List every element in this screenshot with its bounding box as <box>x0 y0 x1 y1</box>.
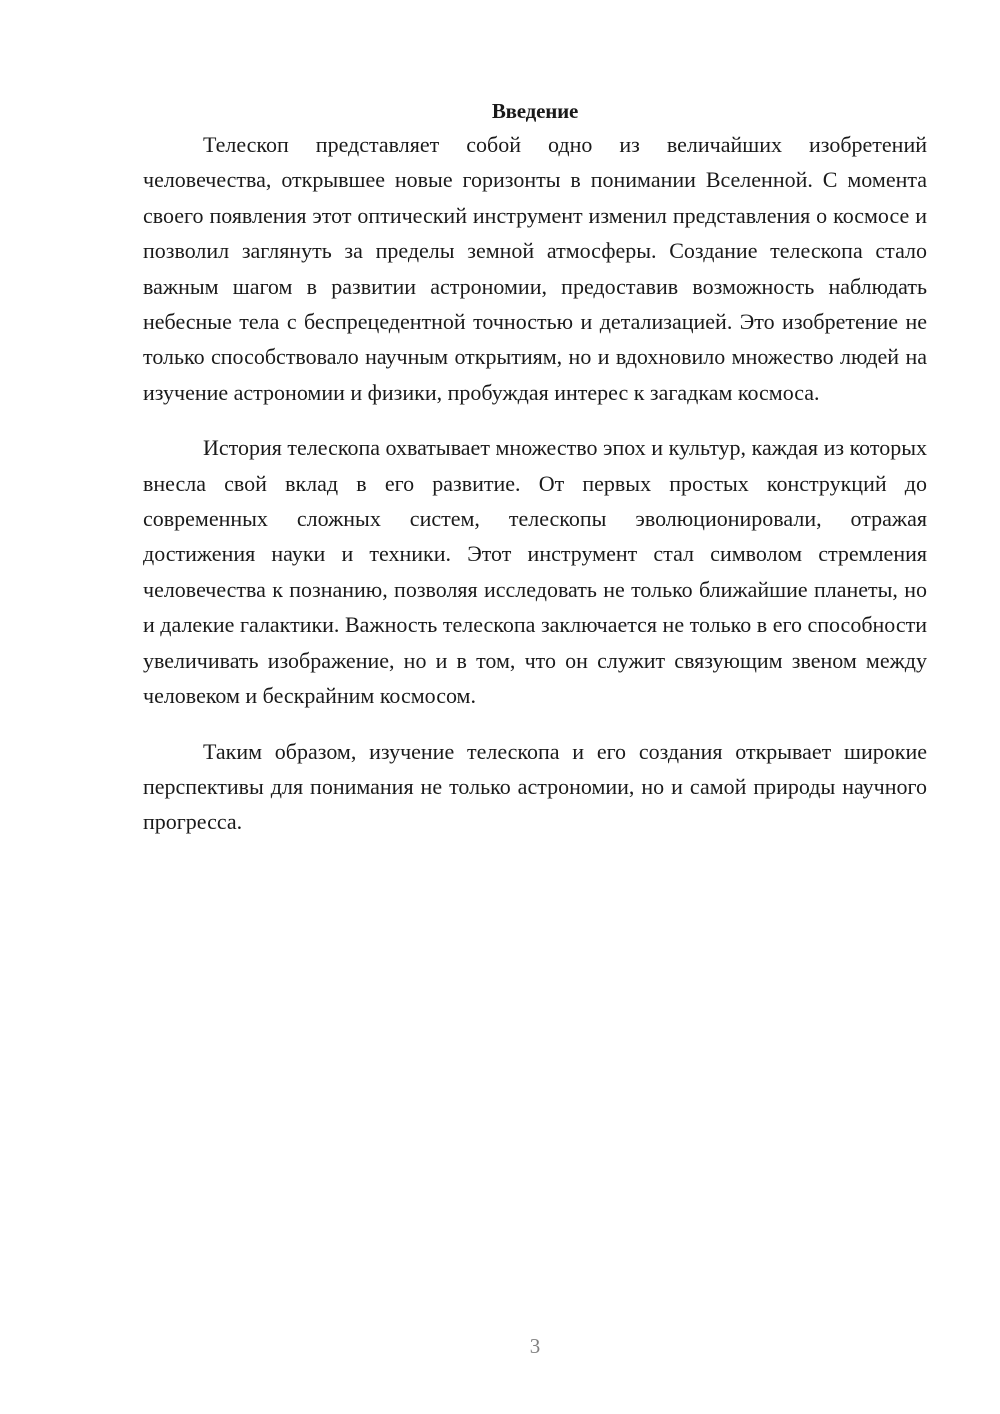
document-page <box>143 95 927 840</box>
section-title: Введение <box>491 99 579 123</box>
page-number: 3 <box>529 1334 541 1358</box>
paragraph-1: Телескоп представляет собой одно из величайших изобретений человечества, открывшее новые горизонты в понимании Вселенной. С момента своего появления этот оптический инструмент изменил представления о космосе и позволил заглянуть за пределы земной атмосферы. Создание телескопа стало важным шагом в развитии астрономии, предоставив возможность наблюдать небесные тела с беспрецедентной точностью и детализацией. Это изобретение не только способствовало научным открытиям, но и вдохновило множество людей на изучение астрономии и физики, пробуждая интерес к загадкам космоса. <box>143 132 927 405</box>
paragraph-2: История телескопа охватывает множество эпох и культур, каждая из которых внесла свой вклад в его развитие. От первых простых конструкций до современных сложных систем, телескопы эволюционировали, отражая достижения науки и техники. Этот инструмент стал символом стремления человечества к познанию, позволяя исследовать не только ближайшие планеты, но и далекие галактики. Важность телескопа заключается не только в его способности увеличивать изображение, но и в том, что он служит связующим звеном между человеком и бескрайним космосом. <box>143 435 927 709</box>
paragraph-3: Таким образом, изучение телескопа и его создания открывает широкие перспективы для понимания не только астрономии, но и самой природы научного прогресса. <box>143 738 927 835</box>
